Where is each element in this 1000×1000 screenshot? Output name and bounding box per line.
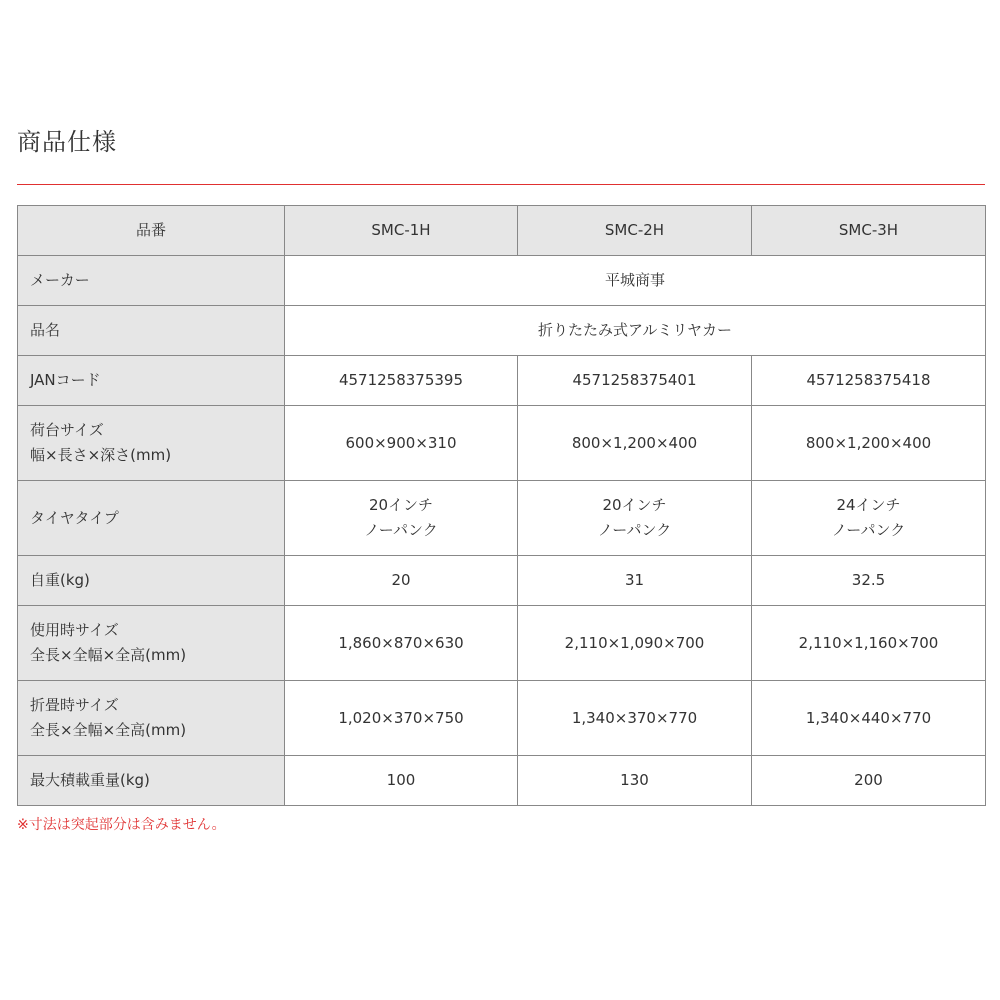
- use-size-value-smc-1h: 1,860×870×630: [285, 606, 518, 681]
- product-name-label: 品名: [18, 306, 285, 356]
- folded-size-label: [18, 681, 285, 756]
- jan-label: JANコード: [18, 356, 285, 406]
- max-load-row: [18, 756, 986, 806]
- bed-size-label-line-2: 幅×長さ×深さ(mm): [30, 446, 172, 464]
- dimension-note: ※寸法は突起部分は含みません。: [17, 817, 226, 833]
- tire-size-text: 20インチ: [368, 496, 434, 514]
- max-load-label: 最大積載重量(kg): [18, 756, 285, 806]
- use-size-label-line-1: 使用時サイズ: [30, 621, 119, 639]
- jan-value-smc-3h: 4571258375418: [752, 356, 986, 406]
- header-cell-smc-3h: SMC-3H: [752, 206, 986, 256]
- page-title: 商品仕様: [17, 128, 117, 156]
- tire-kind-text: ノーパンク: [364, 521, 438, 539]
- bed-size-label: [18, 406, 285, 481]
- jan-value-smc-1h: 4571258375395: [285, 356, 518, 406]
- use-size-label-line-2: 全長×全幅×全高(mm): [30, 646, 187, 664]
- product-name-row: [18, 306, 986, 356]
- maker-row: [18, 256, 986, 306]
- tire-type-row: [18, 481, 986, 556]
- use-size-value-smc-2h: 2,110×1,090×700: [518, 606, 752, 681]
- maker-value: 平城商事: [285, 256, 986, 306]
- spec-table: [17, 205, 986, 806]
- use-size-value-smc-3h: 2,110×1,160×700: [752, 606, 986, 681]
- tire-kind-text: ノーパンク: [831, 521, 906, 539]
- weight-row: [18, 556, 986, 606]
- bed-size-value-smc-2h: 800×1,200×400: [518, 406, 752, 481]
- product-name-value: 折りたたみ式アルミリヤカー: [285, 306, 986, 356]
- title-divider: [17, 184, 985, 185]
- jan-row: [18, 356, 986, 406]
- tire-type-value-smc-3h: [752, 481, 986, 556]
- header-cell-smc-1h: SMC-1H: [285, 206, 518, 256]
- max-load-value-smc-1h: 100: [285, 756, 518, 806]
- folded-size-value-smc-1h: 1,020×370×750: [285, 681, 518, 756]
- folded-size-label-line-2: 全長×全幅×全高(mm): [30, 721, 187, 739]
- use-size-label: [18, 606, 285, 681]
- tire-type-label: タイヤタイプ: [18, 481, 285, 556]
- tire-type-value-smc-1h: [285, 481, 518, 556]
- header-row: [18, 206, 986, 256]
- folded-size-label-line-1: 折畳時サイズ: [30, 696, 119, 714]
- tire-size-text: 20インチ: [602, 496, 667, 514]
- bed-size-label-line-1: 荷台サイズ: [30, 421, 104, 439]
- use-size-row: [18, 606, 986, 681]
- max-load-value-smc-3h: 200: [752, 756, 986, 806]
- header-cell-smc-2h: SMC-2H: [518, 206, 752, 256]
- maker-label: メーカー: [18, 256, 285, 306]
- tire-size-text: 24インチ: [836, 496, 901, 514]
- max-load-value-smc-2h: 130: [518, 756, 752, 806]
- weight-label: 自重(kg): [18, 556, 285, 606]
- weight-value-smc-2h: 31: [518, 556, 752, 606]
- folded-size-row: [18, 681, 986, 756]
- bed-size-value-smc-1h: 600×900×310: [285, 406, 518, 481]
- folded-size-value-smc-3h: 1,340×440×770: [752, 681, 986, 756]
- tire-kind-text: ノーパンク: [597, 521, 672, 539]
- weight-value-smc-3h: 32.5: [752, 556, 986, 606]
- jan-value-smc-2h: 4571258375401: [518, 356, 752, 406]
- folded-size-value-smc-2h: 1,340×370×770: [518, 681, 752, 756]
- bed-size-value-smc-3h: 800×1,200×400: [752, 406, 986, 481]
- bed-size-row: [18, 406, 986, 481]
- header-cell-model-no: 品番: [18, 206, 285, 256]
- weight-value-smc-1h: 20: [285, 556, 518, 606]
- tire-type-value-smc-2h: [518, 481, 752, 556]
